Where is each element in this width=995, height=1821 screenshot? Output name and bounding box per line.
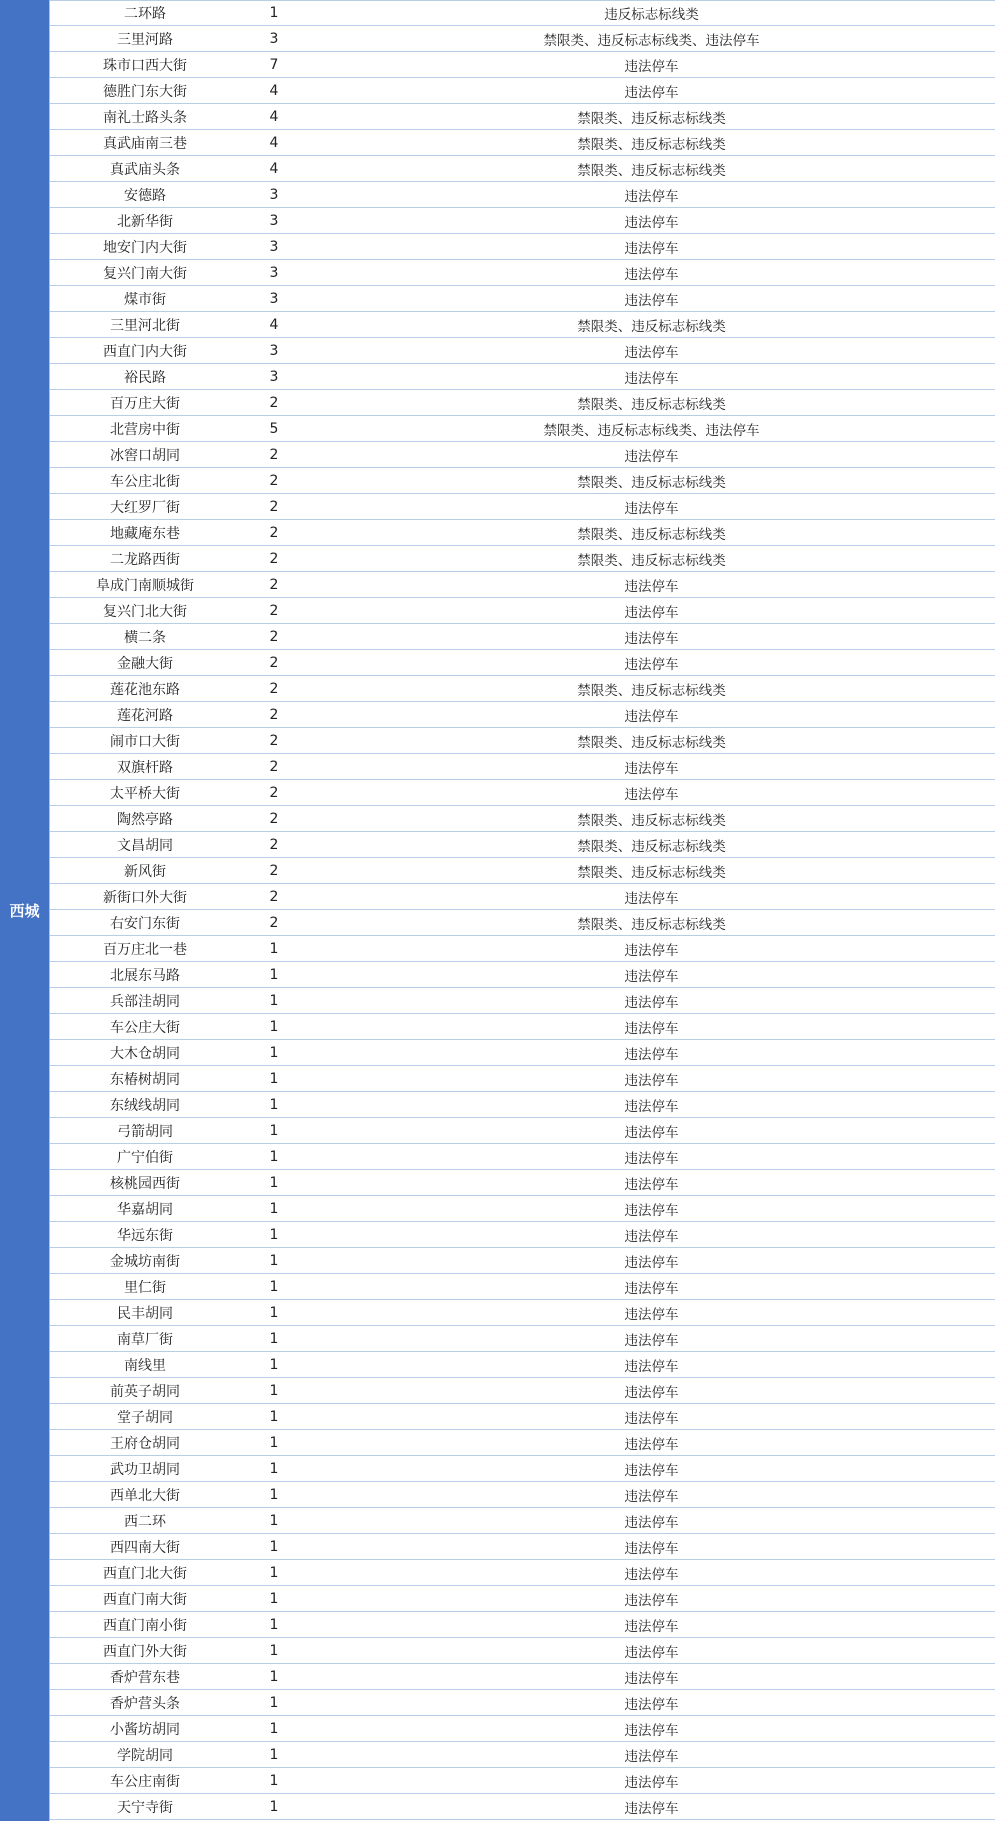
road-name-cell: 新风街 (124, 863, 166, 880)
table-row (50, 1274, 995, 1300)
violation-count-cell: 1 (269, 1772, 279, 1789)
road-name-cell: 北营房中街 (110, 421, 180, 438)
violation-type-cell: 违法停车 (624, 1228, 679, 1245)
violation-type-cell: 禁限类、违反标志标线类 (577, 318, 726, 335)
road-name-cell: 莲花河路 (117, 707, 173, 724)
violation-type-cell: 违法停车 (624, 292, 679, 309)
road-name-cell: 广宁伯街 (117, 1149, 173, 1166)
table-row (50, 546, 995, 572)
violation-count-cell: 3 (269, 368, 279, 385)
violation-type-cell: 禁限类、违反标志标线类 (577, 396, 726, 413)
violation-count-cell: 4 (269, 134, 279, 151)
road-name-cell: 车公庄南街 (110, 1773, 180, 1790)
violation-type-cell: 禁限类、违反标志标线类、违法停车 (543, 32, 760, 49)
violation-type-cell: 违法停车 (624, 370, 679, 387)
violation-count-cell: 1 (269, 1642, 279, 1659)
road-name-cell: 南礼士路头条 (103, 109, 187, 126)
violation-type-cell: 违法停车 (624, 1176, 679, 1193)
violation-type-cell: 禁限类、违反标志标线类 (577, 526, 726, 543)
road-name-cell: 西二环 (124, 1513, 166, 1530)
table-row (50, 650, 995, 676)
violation-count-cell: 2 (269, 472, 279, 489)
violation-type-cell: 违法停车 (624, 578, 679, 595)
violation-type-cell: 违法停车 (624, 1566, 679, 1583)
violation-count-cell: 1 (269, 1356, 279, 1373)
table-body (50, 0, 995, 1821)
road-name-cell: 西四南大街 (110, 1539, 180, 1556)
violation-type-cell: 违法停车 (624, 1540, 679, 1557)
table-row (50, 1638, 995, 1664)
violation-type-cell: 违法停车 (624, 1696, 679, 1713)
table-row (50, 1248, 995, 1274)
road-name-cell: 南草厂街 (117, 1331, 173, 1348)
table-row (50, 1118, 995, 1144)
road-name-cell: 地安门内大街 (103, 239, 187, 256)
violation-count-cell: 1 (269, 1304, 279, 1321)
violation-type-cell: 违反标志标线类 (604, 7, 699, 23)
table-row (50, 1794, 995, 1820)
table-row (50, 1066, 995, 1092)
violation-type-cell: 违法停车 (624, 786, 679, 803)
violation-count-cell: 3 (269, 30, 279, 47)
violation-count-cell: 2 (269, 732, 279, 749)
road-name-cell: 复兴门南大街 (103, 265, 187, 282)
violation-count-cell: 1 (269, 1382, 279, 1399)
violation-type-cell: 违法停车 (624, 266, 679, 283)
road-name-cell: 金城坊南街 (110, 1253, 180, 1270)
violation-type-cell: 违法停车 (624, 994, 679, 1011)
table-row (50, 130, 995, 156)
road-name-cell: 冰窖口胡同 (110, 447, 180, 464)
violation-count-cell: 1 (269, 1512, 279, 1529)
violation-count-cell: 1 (269, 5, 279, 21)
road-name-cell: 新街口外大街 (103, 889, 187, 906)
violation-count-cell: 3 (269, 238, 279, 255)
road-name-cell: 德胜门东大街 (103, 83, 187, 100)
table-row (50, 1040, 995, 1066)
road-name-cell: 民丰胡同 (117, 1305, 173, 1322)
table-row (50, 1612, 995, 1638)
table-row (50, 1690, 995, 1716)
violation-type-cell: 禁限类、违反标志标线类 (577, 682, 726, 699)
table-row (50, 754, 995, 780)
violation-count-cell: 2 (269, 602, 279, 619)
table-row (50, 1404, 995, 1430)
violation-count-cell: 1 (269, 1148, 279, 1165)
road-name-cell: 陶然亭路 (117, 811, 173, 828)
violation-type-cell: 违法停车 (624, 500, 679, 517)
violation-count-cell: 1 (269, 1720, 279, 1737)
road-name-cell: 北展东马路 (110, 967, 180, 984)
road-name-cell: 太平桥大街 (110, 785, 180, 802)
road-name-cell: 西直门南小街 (103, 1617, 187, 1634)
violation-type-cell: 违法停车 (624, 630, 679, 647)
road-name-cell: 百万庄北一巷 (103, 941, 187, 958)
road-name-cell: 文昌胡同 (117, 837, 173, 854)
violation-type-cell: 违法停车 (624, 1618, 679, 1635)
violation-type-cell: 违法停车 (624, 760, 679, 777)
road-name-cell: 里仁街 (124, 1279, 166, 1296)
table-row (50, 1300, 995, 1326)
violation-type-cell: 违法停车 (624, 1462, 679, 1479)
violation-type-cell: 违法停车 (624, 1020, 679, 1037)
violation-type-cell: 违法停车 (624, 1280, 679, 1297)
table-row (50, 208, 995, 234)
road-name-cell: 小酱坊胡同 (110, 1721, 180, 1738)
table-row (50, 702, 995, 728)
violation-count-cell: 2 (269, 758, 279, 775)
violation-count-cell: 1 (269, 1460, 279, 1477)
road-name-cell: 天宁寺街 (117, 1799, 173, 1816)
road-name-cell: 西直门外大街 (103, 1643, 187, 1660)
table-row (50, 884, 995, 910)
violation-count-cell: 4 (269, 316, 279, 333)
violation-count-cell: 2 (269, 550, 279, 567)
road-name-cell: 二龙路西街 (110, 551, 180, 568)
violation-count-cell: 2 (269, 394, 279, 411)
table-row (50, 1768, 995, 1794)
table-row (50, 1716, 995, 1742)
table-row (50, 364, 995, 390)
violation-type-cell: 违法停车 (624, 1254, 679, 1271)
road-name-cell: 西直门北大街 (103, 1565, 187, 1582)
table-row (50, 1456, 995, 1482)
road-name-cell: 真武庙南三巷 (103, 135, 187, 152)
violation-type-cell: 违法停车 (624, 1046, 679, 1063)
table-row (50, 1326, 995, 1352)
table-row (50, 26, 995, 52)
violation-type-cell: 违法停车 (624, 1488, 679, 1505)
violation-count-cell: 1 (269, 1122, 279, 1139)
road-name-cell: 东椿树胡同 (110, 1071, 180, 1088)
violation-count-cell: 2 (269, 784, 279, 801)
violation-type-cell: 禁限类、违反标志标线类 (577, 474, 726, 491)
table-row (50, 442, 995, 468)
violation-count-cell: 1 (269, 1200, 279, 1217)
violation-count-cell: 1 (269, 940, 279, 957)
table-row (50, 312, 995, 338)
road-name-cell: 阜成门南顺城街 (96, 577, 194, 594)
road-name-cell: 北新华街 (117, 213, 173, 230)
road-name-cell: 车公庄北街 (110, 473, 180, 490)
road-name-cell: 右安门东街 (110, 915, 180, 932)
table-row (50, 1430, 995, 1456)
violation-type-cell: 违法停车 (624, 1800, 679, 1817)
violation-type-cell: 违法停车 (624, 1150, 679, 1167)
road-name-cell: 双旗杆路 (117, 759, 173, 776)
violation-type-cell: 违法停车 (624, 1514, 679, 1531)
violation-type-cell: 违法停车 (624, 1098, 679, 1115)
table-row (50, 1170, 995, 1196)
violation-count-cell: 1 (269, 1018, 279, 1035)
violation-type-cell: 禁限类、违反标志标线类 (577, 110, 726, 127)
violation-type-cell: 违法停车 (624, 1306, 679, 1323)
table-row (50, 1560, 995, 1586)
violation-type-cell: 违法停车 (624, 604, 679, 621)
violation-type-cell: 违法停车 (624, 1202, 679, 1219)
table-row (50, 1144, 995, 1170)
violation-type-cell: 禁限类、违反标志标线类 (577, 734, 726, 751)
violation-count-cell: 2 (269, 524, 279, 541)
violation-count-cell: 2 (269, 888, 279, 905)
violation-count-cell: 2 (269, 836, 279, 853)
road-name-cell: 前英子胡同 (110, 1383, 180, 1400)
violation-type-cell: 违法停车 (624, 240, 679, 257)
violation-type-cell: 违法停车 (624, 214, 679, 231)
table-row (50, 78, 995, 104)
table-row (50, 676, 995, 702)
table-row (50, 572, 995, 598)
violation-type-cell: 违法停车 (624, 188, 679, 205)
violation-type-cell: 禁限类、违反标志标线类 (577, 838, 726, 855)
violation-count-cell: 1 (269, 1226, 279, 1243)
violation-type-cell: 违法停车 (624, 1358, 679, 1375)
table-row (50, 416, 995, 442)
violation-count-cell: 1 (269, 1538, 279, 1555)
violation-type-cell: 禁限类、违反标志标线类 (577, 812, 726, 829)
violation-count-cell: 2 (269, 498, 279, 515)
violation-type-cell: 违法停车 (624, 1774, 679, 1791)
table-row (50, 728, 995, 754)
table-row (50, 234, 995, 260)
road-name-cell: 珠市口西大街 (103, 57, 187, 74)
violation-count-cell: 3 (269, 290, 279, 307)
road-name-cell: 西单北大街 (110, 1487, 180, 1504)
table-row (50, 520, 995, 546)
table-row (50, 468, 995, 494)
table-row (50, 1534, 995, 1560)
table-row (50, 338, 995, 364)
violation-count-cell: 1 (269, 1694, 279, 1711)
violation-count-cell: 2 (269, 654, 279, 671)
table-row (50, 286, 995, 312)
violation-count-cell: 1 (269, 1668, 279, 1685)
violation-count-cell: 1 (269, 1070, 279, 1087)
road-name-cell: 安德路 (124, 187, 166, 204)
violation-count-cell: 1 (269, 1330, 279, 1347)
road-name-cell: 兵部洼胡同 (110, 993, 180, 1010)
table-row (50, 0, 995, 26)
violation-type-cell: 禁限类、违反标志标线类 (577, 916, 726, 933)
violation-type-cell: 违法停车 (624, 1722, 679, 1739)
road-name-cell: 王府仓胡同 (110, 1435, 180, 1452)
violation-count-cell: 1 (269, 1798, 279, 1815)
violation-count-cell: 7 (269, 56, 279, 73)
road-name-cell: 地藏庵东巷 (110, 525, 180, 542)
road-name-cell: 大红罗厂街 (110, 499, 180, 516)
violation-count-cell: 1 (269, 1278, 279, 1295)
table-row (50, 1222, 995, 1248)
violation-type-cell: 禁限类、违反标志标线类、违法停车 (543, 422, 760, 439)
road-name-cell: 三里河路 (117, 31, 173, 48)
table-row (50, 988, 995, 1014)
violation-type-cell: 违法停车 (624, 708, 679, 725)
road-name-cell: 二环路 (124, 6, 166, 22)
violation-count-cell: 1 (269, 1252, 279, 1269)
violation-count-cell: 1 (269, 1096, 279, 1113)
violation-count-cell: 1 (269, 1434, 279, 1451)
table-row (50, 1508, 995, 1534)
violation-count-cell: 1 (269, 966, 279, 983)
road-name-cell: 莲花池东路 (110, 681, 180, 698)
violation-count-cell: 1 (269, 1044, 279, 1061)
violation-count-cell: 1 (269, 1616, 279, 1633)
table-row (50, 598, 995, 624)
violation-count-cell: 3 (269, 186, 279, 203)
violation-count-cell: 1 (269, 992, 279, 1009)
road-name-cell: 大木仓胡同 (110, 1045, 180, 1062)
road-name-cell: 西直门内大街 (103, 343, 187, 360)
road-name-cell: 华远东街 (117, 1227, 173, 1244)
violation-count-cell: 1 (269, 1590, 279, 1607)
table-row (50, 1352, 995, 1378)
road-name-cell: 香炉营头条 (110, 1695, 180, 1712)
violation-type-cell: 禁限类、违反标志标线类 (577, 136, 726, 153)
table-row (50, 1378, 995, 1404)
road-name-cell: 煤市街 (124, 291, 166, 308)
violation-count-cell: 1 (269, 1174, 279, 1191)
violation-type-cell: 禁限类、违反标志标线类 (577, 864, 726, 881)
road-name-cell: 真武庙头条 (110, 161, 180, 178)
violation-count-cell: 1 (269, 1486, 279, 1503)
violation-type-cell: 违法停车 (624, 84, 679, 101)
violation-count-cell: 1 (269, 1408, 279, 1425)
violation-count-cell: 4 (269, 108, 279, 125)
violation-type-cell: 违法停车 (624, 1332, 679, 1349)
table-row (50, 260, 995, 286)
road-name-cell: 闹市口大街 (110, 733, 180, 750)
violation-count-cell: 2 (269, 810, 279, 827)
table-row (50, 1664, 995, 1690)
violation-type-cell: 违法停车 (624, 1644, 679, 1661)
table-row (50, 780, 995, 806)
violation-type-cell: 违法停车 (624, 968, 679, 985)
road-name-cell: 学院胡同 (117, 1747, 173, 1764)
table-row (50, 936, 995, 962)
road-name-cell: 三里河北街 (110, 317, 180, 334)
road-name-cell: 金融大街 (117, 655, 173, 672)
violation-count-cell: 1 (269, 1564, 279, 1581)
violation-count-cell: 5 (269, 420, 279, 437)
table-row (50, 962, 995, 988)
road-name-cell: 华嘉胡同 (117, 1201, 173, 1218)
table-row (50, 104, 995, 130)
road-name-cell: 车公庄大街 (110, 1019, 180, 1036)
violation-count-cell: 2 (269, 446, 279, 463)
road-name-cell: 横二条 (124, 629, 166, 646)
road-name-cell: 堂子胡同 (117, 1409, 173, 1426)
violation-count-cell: 2 (269, 862, 279, 879)
violation-type-cell: 违法停车 (624, 1748, 679, 1765)
violation-count-cell: 1 (269, 1746, 279, 1763)
table-row (50, 1586, 995, 1612)
violation-count-cell: 4 (269, 82, 279, 99)
road-name-cell: 香炉营东巷 (110, 1669, 180, 1686)
violation-type-cell: 违法停车 (624, 448, 679, 465)
table-row (50, 1014, 995, 1040)
violation-type-cell: 违法停车 (624, 344, 679, 361)
table-row (50, 624, 995, 650)
table-row (50, 806, 995, 832)
violation-type-cell: 禁限类、违反标志标线类 (577, 552, 726, 569)
violation-type-cell: 违法停车 (624, 1592, 679, 1609)
district-cell: 西城 (0, 0, 50, 1821)
road-name-cell: 南线里 (124, 1357, 166, 1374)
table-row (50, 1196, 995, 1222)
road-name-cell: 百万庄大街 (110, 395, 180, 412)
violation-count-cell: 3 (269, 342, 279, 359)
violation-type-cell: 违法停车 (624, 1072, 679, 1089)
table-row (50, 52, 995, 78)
table-row (50, 156, 995, 182)
road-name-cell: 弓箭胡同 (117, 1123, 173, 1140)
table-row (50, 910, 995, 936)
violation-count-cell: 3 (269, 212, 279, 229)
table-row (50, 1742, 995, 1768)
violation-count-cell: 2 (269, 914, 279, 931)
road-name-cell: 核桃园西街 (110, 1175, 180, 1192)
table-row (50, 1482, 995, 1508)
violation-type-cell: 违法停车 (624, 58, 679, 75)
road-name-cell: 东绒线胡同 (110, 1097, 180, 1114)
violation-type-cell: 违法停车 (624, 942, 679, 959)
table-row (50, 182, 995, 208)
table-row (50, 494, 995, 520)
table-row (50, 390, 995, 416)
table-row (50, 1092, 995, 1118)
road-name-cell: 裕民路 (124, 369, 166, 386)
table-row (50, 832, 995, 858)
violation-count-cell: 2 (269, 680, 279, 697)
violation-count-cell: 2 (269, 706, 279, 723)
violation-type-cell: 禁限类、违反标志标线类 (577, 162, 726, 179)
violation-count-cell: 4 (269, 160, 279, 177)
road-name-cell: 西直门南大街 (103, 1591, 187, 1608)
violation-type-cell: 违法停车 (624, 1384, 679, 1401)
violation-type-cell: 违法停车 (624, 656, 679, 673)
violation-type-cell: 违法停车 (624, 1410, 679, 1427)
road-name-cell: 武功卫胡同 (110, 1461, 180, 1478)
violation-count-cell: 2 (269, 576, 279, 593)
violation-type-cell: 违法停车 (624, 1670, 679, 1687)
road-name-cell: 复兴门北大街 (103, 603, 187, 620)
table-row (50, 858, 995, 884)
violation-type-cell: 违法停车 (624, 1124, 679, 1141)
violation-type-cell: 违法停车 (624, 890, 679, 907)
violation-count-cell: 2 (269, 628, 279, 645)
violation-type-cell: 违法停车 (624, 1436, 679, 1453)
violation-count-cell: 3 (269, 264, 279, 281)
